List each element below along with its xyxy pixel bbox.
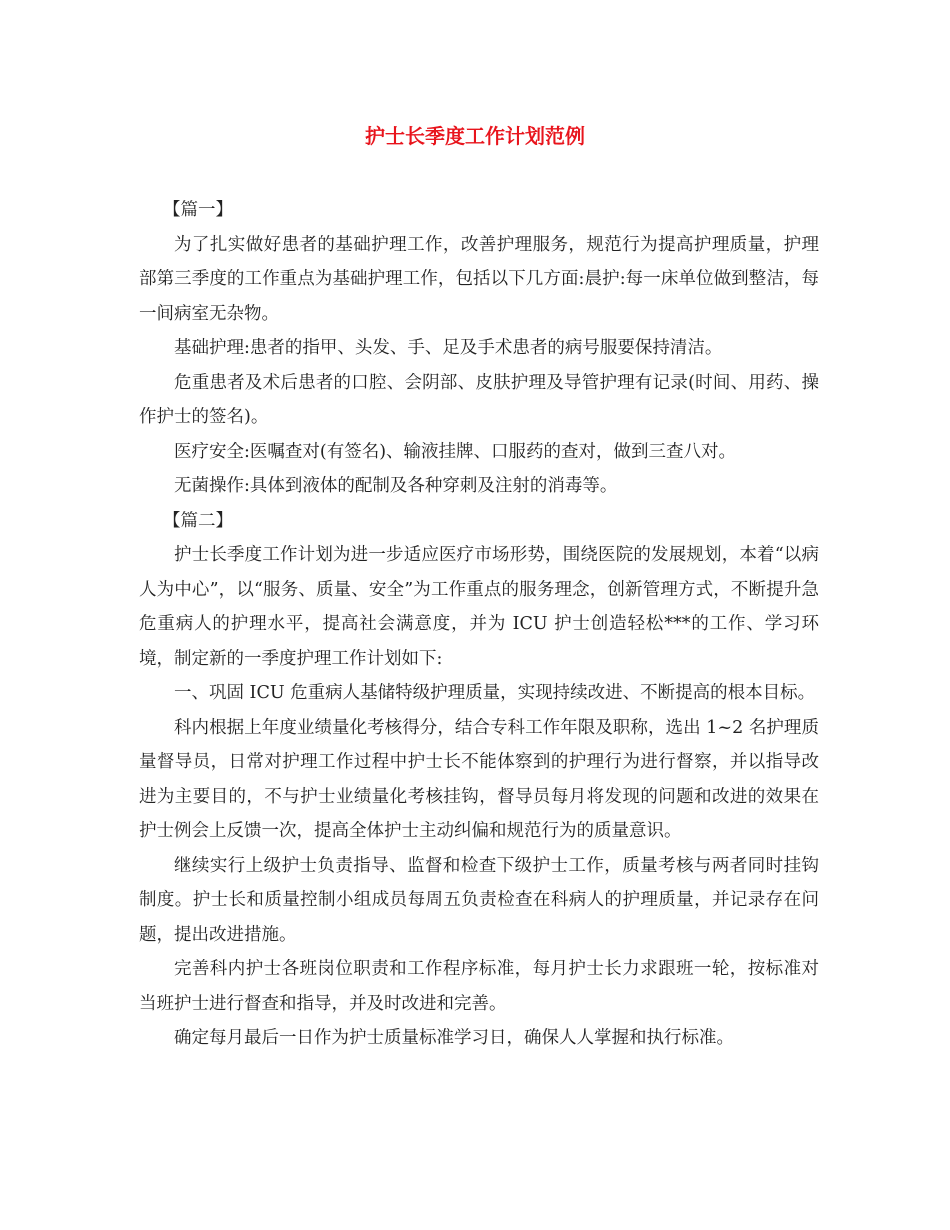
paragraph: 为了扎实做好患者的基础护理工作，改善护理服务，规范行为提高护理质量，护理部第三季度的工作重点为基础护理工作，包括以下几方面:晨护:每一床单位做到整洁，每一间病室无杂物。 [139,234,819,324]
paragraph: 科内根据上年度业绩量化考核得分，结合专科工作年限及职称，选出 1~2 名护理质量督导员，日常对护理工作过程中护士长不能体察到的护理行为进行督察，并以指导改进为主要目的，不与护士业绩量化考核挂钩，督导员每月将发现的问题和改进的效果在护士例会上反馈一次，提高全体护士主动纠偏和规范行为的质量意识。 [139,717,819,841]
paragraph: 危重患者及术后患者的口腔、会阴部、皮肤护理及导管护理有记录(时间、用药、操作护士的签名)。 [139,372,819,427]
section-heading: 【篇二】 [163,510,233,531]
paragraph: 医疗安全:医嘱查对(有签名)、输液挂牌、口服药的查对，做到三查八对。 [174,441,737,462]
paragraph: 确定每月最后一日作为护士质量标准学习日，确保人人掌握和执行标准。 [174,1028,734,1048]
paragraph: 完善科内护士各班岗位职责和工作程序标准，每月护士长力求跟班一轮，按标准对当班护士进行督查和指导，并及时改进和完善。 [139,959,819,1014]
paragraph: 继续实行上级护士负责指导、监督和检查下级护士工作，质量考核与两者同时挂钩制度。护士长和质量控制小组成员每周五负责检查在科病人的护理质量，并记录存在问题，提出改进措施。 [139,855,819,945]
document-body [139,193,819,1056]
page-title: 护士长季度工作计划范例 [365,124,585,148]
paragraph: 护士长季度工作计划为进一步适应医疗市场形势，围绕医院的发展规划，本着“以病人为中心”，以“服务、质量、安全”为工作重点的服务理念，创新管理方式，不断提升急危重病人的护理水平，提高社会满意度，并为 ICU 护士创造轻松***的工作、学习环境，制定新的一季度护理工作计划如下: [139,545,819,669]
paragraph: 一、巩固 ICU 危重病人基储特级护理质量，实现持续改进、不断提高的根本目标。 [174,683,816,703]
section-heading: 【篇一】 [163,200,233,220]
paragraph: 基础护理:患者的指甲、头发、手、足及手术患者的病号服要保持清洁。 [174,338,723,358]
paragraph: 无菌操作:具体到液体的配制及各种穿刺及注射的消毒等。 [174,476,618,496]
